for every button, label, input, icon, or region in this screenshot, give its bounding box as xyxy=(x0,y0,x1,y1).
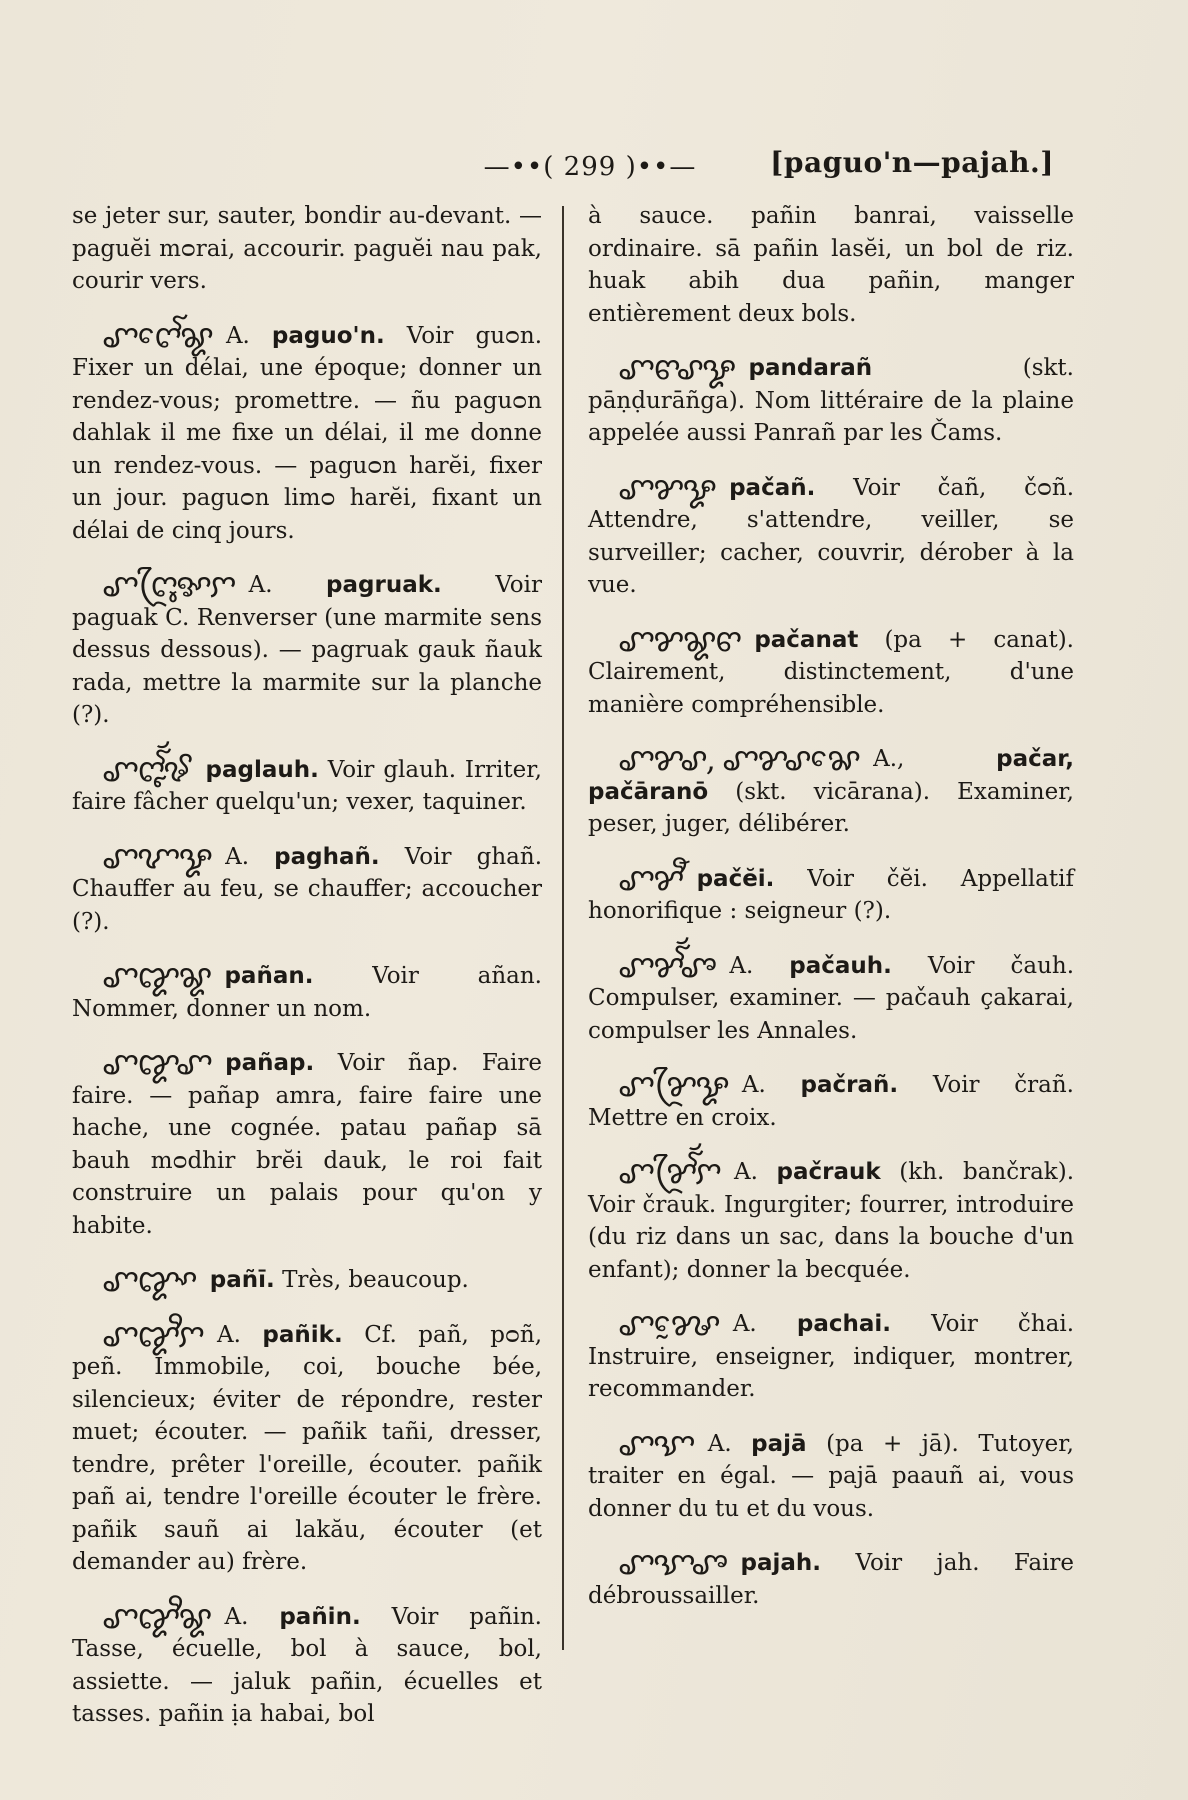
headword: pañan. xyxy=(224,963,314,989)
headword: pačar, pačāranō xyxy=(588,746,1074,805)
definition-text: Voir guᴑn. Fixer un délai, une époque; donner un rendez-vous; promettre. — ñu paguᴑn dahlak il me fixe un délai, il me donne un rendez-vous. — paguᴑn harĕi, fixer un jour. paguᴑn limᴑ harĕi, fixant un délai de cinq jours. xyxy=(72,322,543,544)
entry-prefix: A. xyxy=(217,1321,241,1348)
entry-prefix: A. xyxy=(248,572,273,598)
headword: paghañ. xyxy=(274,843,380,870)
dictionary-entry xyxy=(72,1044,543,1242)
cham-script: ꨚꨌꨋ xyxy=(618,468,716,507)
dictionary-entry xyxy=(588,740,1074,841)
headword: pachai. xyxy=(796,1311,891,1337)
headword: paglauh. xyxy=(205,756,319,783)
dictionary-entry xyxy=(72,566,543,732)
entry-prefix: A. xyxy=(707,1430,732,1457)
dictionary-entry xyxy=(588,1066,1074,1134)
dictionary-entry xyxy=(588,1424,1074,1526)
entry-prefix: A. xyxy=(225,322,250,349)
dictionary-entry xyxy=(72,1261,542,1299)
definition-text: (skt. pāṇḍurāñga). Nom littéraire de la plaine appelée aussi Panrañ par les Čams. xyxy=(588,355,1074,446)
headword: pañī. xyxy=(209,1267,275,1293)
headword: pačanat xyxy=(754,626,859,653)
definition-text: Voir paguak C. Renverser (une marmite sens dessus dessous). — pagruak gauk ñauk rada, mettre la marmite sur la planche (?). xyxy=(72,572,543,728)
entry-prefix: A. xyxy=(224,1603,249,1630)
cham-script: ꨚꨈꨯꨱꨘ xyxy=(102,316,212,355)
left-column xyxy=(72,200,542,1753)
cham-script: ꨚꨌꨘꨓ xyxy=(618,620,741,659)
cham-script: ꨚꨎꨨ xyxy=(618,1544,727,1582)
definition-text: Voir añan. Nommer, donner un nom. xyxy=(72,963,542,1022)
definition-text: Cf. pañ, pᴑñ, peñ. Immobile, coi, bouche bée, silencieux; éviter de répondre, rester muet; écouter. — pañik tañi, dresser, tendre, prêter l'oreille, écouter. pañik pañ ai, tendre l'oreille écouter le frère. pañik sauñ ai lakău, écouter (et demander au) frère. xyxy=(72,1321,543,1575)
dictionary-entry xyxy=(72,1315,543,1579)
dictionary-entry xyxy=(72,837,542,939)
right-column xyxy=(588,200,1074,1634)
definition-text: Voir glauh. Irriter, faire fâcher quelqu'un; vexer, taquiner. xyxy=(72,756,542,815)
definition-text: Voir čañ, čᴑñ. Attendre, s'attendre, veiller, se surveiller; cacher, couvrir, dérober à la vue. xyxy=(588,474,1075,598)
column-divider xyxy=(562,206,564,1650)
headword: pañin. xyxy=(279,1603,361,1630)
cham-script: ꨚꨌꨴꨮꨱꨆ xyxy=(618,1153,720,1191)
entry-prefix: A. xyxy=(732,1311,757,1337)
running-head: [paguo'n—pajah.] xyxy=(770,146,1054,179)
definition-text: Voir čhai. Instruire, enseigner, indiquer, montrer, recommander. xyxy=(588,1311,1075,1402)
cham-script: ꨚꨈꨴꨶꨀꨆ xyxy=(102,566,235,604)
definition-text: Voir ñap. Faire faire. — pañap amra, faire faire une hache, une cognée. patau pañap sā bauh mᴑdhir brĕi dauk, le roi fait construire un palais pour qu'on y habite. xyxy=(72,1050,543,1239)
cham-script: ꨚꨑꨘ xyxy=(102,957,211,995)
headword: paguo'n. xyxy=(271,322,385,349)
headword: pañik. xyxy=(262,1321,343,1348)
entry-text: à sauce. pañin banrai, vaisselle ordinaire. sā pañin lasĕi, un bol de riz. huak abih dua pañin, manger entièrement deux bols. xyxy=(588,203,1074,327)
dictionary-entry xyxy=(72,316,543,548)
definition-text: (skt. vicārana). Examiner, peser, juger, délibérer. xyxy=(588,778,1074,837)
definition-text: (kh. bančrak). Voir črauk. Ingurgiter; fourrer, introduire (du riz dans un sac, dans la bouche d'un enfant); donner la becquée. xyxy=(588,1159,1075,1283)
definition-text: Très, beaucoup. xyxy=(282,1267,469,1293)
definition-text: Voir čĕi. Appellatif honorifique : seigneur (?). xyxy=(588,865,1074,924)
headword: pačrañ. xyxy=(800,1072,899,1098)
cham-script: ꨚꨑꨪꨘ xyxy=(102,1597,211,1636)
dictionary-entry xyxy=(72,1597,542,1731)
dictionary-entry xyxy=(588,859,1074,928)
dictionary-entry xyxy=(588,1544,1075,1612)
entry-prefix: A. xyxy=(741,1072,766,1098)
definition-text: Voir črañ. Mettre en croix. xyxy=(588,1072,1074,1131)
entry-prefix: A. xyxy=(733,1159,758,1185)
dictionary-entry xyxy=(588,620,1074,722)
definition-text: Voir pañin. Tasse, écuelle, bol à sauce, bol, assiette. — jaluk pañin, écuelles et tasses. pañin ịa habai, bol xyxy=(72,1603,542,1727)
dictionary-entry xyxy=(588,1305,1075,1406)
cham-script: ꨚꨎ xyxy=(618,1424,694,1463)
entry-prefix: A. xyxy=(729,952,754,979)
headword: pajah. xyxy=(740,1550,822,1576)
cham-script: ꨚꨌꨬ xyxy=(618,859,683,898)
entry-prefix: A., xyxy=(873,746,905,772)
cham-script: ꨚꨌꨮꨱꨨ xyxy=(618,946,716,985)
dictionary-entry xyxy=(72,957,542,1025)
headword: pandarañ xyxy=(748,355,873,381)
entry-continuation xyxy=(588,200,1074,330)
cham-script: ꨚꨉꨋ xyxy=(102,837,212,876)
entry-continuation xyxy=(72,200,542,298)
definition-text: Voir ghañ. Chauffer au feu, se chauffer; accoucher (?). xyxy=(72,843,542,935)
headword: pañap. xyxy=(225,1050,315,1076)
dictionary-entry xyxy=(588,349,1074,450)
cham-script: ꨚꨌꨴꨋ xyxy=(618,1066,728,1104)
dictionary-entry xyxy=(588,468,1075,602)
cham-script: ꨚꨈꨵꨮꨱꨃ xyxy=(102,750,192,789)
cham-script: ꨚꨑꨳ xyxy=(102,1261,196,1299)
headword: pajā xyxy=(751,1430,807,1457)
cham-script: ꨚꨓꨣꨋ xyxy=(618,349,735,387)
definition-text: (pa + jā). Tutoyer, traiter en égal. — pajā paauñ ai, vous donner du tu et du vous. xyxy=(588,1430,1074,1522)
cham-script: ꨚꨌꨣ, ꨚꨌꨣꨗꨯ xyxy=(618,740,860,778)
cham-script: ꨚꨍꨰ xyxy=(618,1305,719,1343)
definition-text: Voir jah. Faire débroussailler. xyxy=(588,1550,1075,1609)
entry-text: se jeter sur, sauter, bondir au-devant. — paguĕi mᴑrai, accourir. paguĕi nau pak, courir vers. xyxy=(72,203,542,294)
page-number: —••( 299 )••— xyxy=(483,152,697,182)
dictionary-entry xyxy=(588,946,1075,1048)
headword: pagruak. xyxy=(326,572,442,598)
definition-text: (pa + canat). Clairement, distinctement, d'une manière compréhensible. xyxy=(588,626,1074,718)
cham-script: ꨚꨑꨚ xyxy=(102,1044,212,1082)
dictionary-entry xyxy=(588,1153,1075,1286)
headword: pačĕi. xyxy=(696,865,775,892)
dictionary-entry xyxy=(72,750,542,819)
headword: pačauh. xyxy=(789,952,892,979)
entry-prefix: A. xyxy=(225,843,249,870)
headword: pačañ. xyxy=(729,474,816,501)
cham-script: ꨚꨑꨪꨆ xyxy=(102,1315,204,1354)
headword: pačrauk xyxy=(776,1159,881,1185)
definition-text: Voir čauh. Compulser, examiner. — pačauh çakarai, compulser les Annales. xyxy=(588,952,1075,1044)
